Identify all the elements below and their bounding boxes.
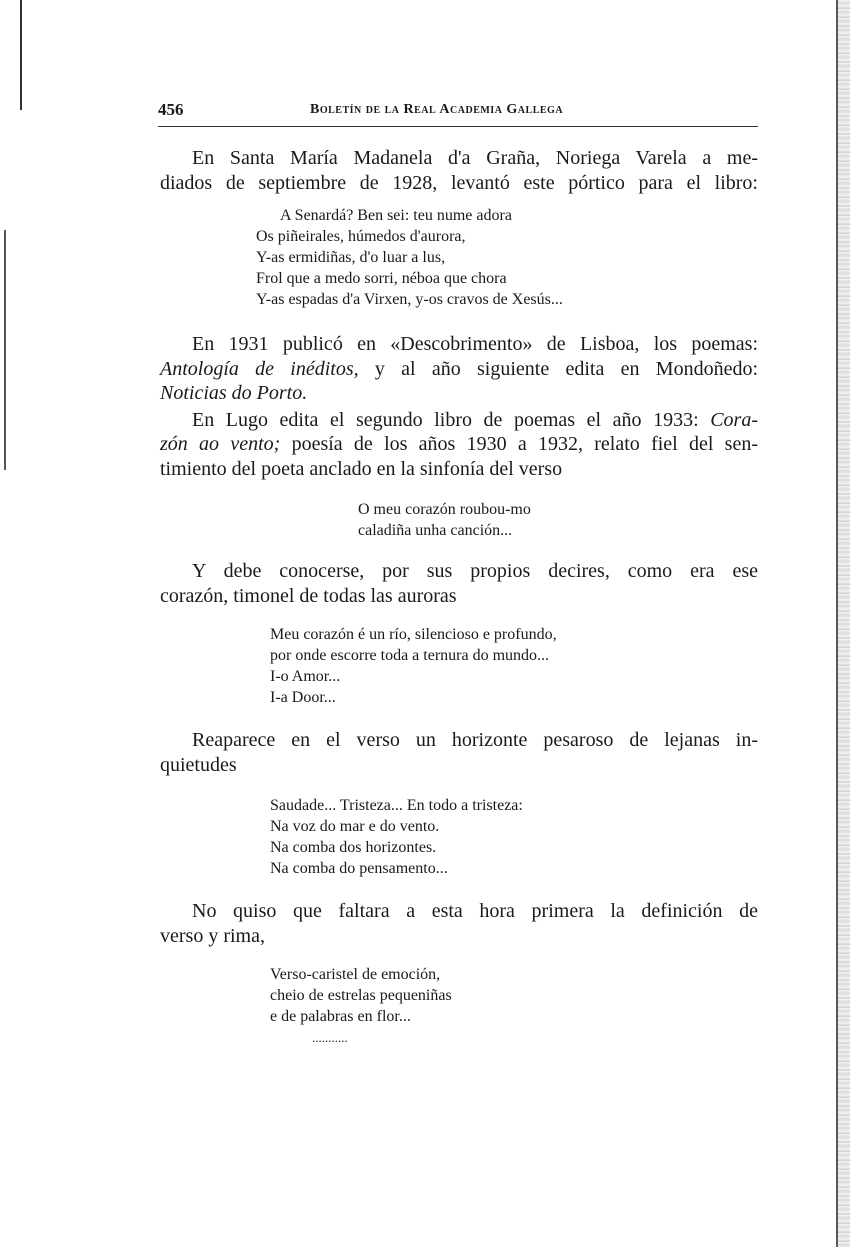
paragraph-line [160, 357, 758, 382]
verse-line: Na comba dos horizontes. [270, 839, 437, 856]
scan-artifact-line [836, 0, 838, 1247]
verse-line: por onde escorre toda a ternura do mundo... [270, 647, 550, 664]
verse-line: Na voz do mar e do vento. [270, 818, 440, 835]
running-head: Boletín de la Real Academia Gallega [310, 102, 564, 117]
paragraph-5 [160, 728, 758, 777]
verse-line: I-a Door... [270, 689, 336, 706]
verse-line: Y-as espadas d'a Virxen, y-os cravos de Xesús... [256, 291, 563, 308]
verse-line: Frol que a medo sorri, néboa que chora [256, 270, 507, 287]
paragraph-line: diados de septiembre de 1928, levantó este pórtico para el libro: [160, 171, 758, 194]
paragraph-1 [160, 146, 758, 195]
paragraph-line: quietudes [160, 753, 237, 776]
scan-artifact-line [4, 230, 6, 470]
paragraph-line [160, 408, 758, 433]
verse-line: O meu corazón roubou-mo [358, 501, 531, 518]
verse-line: Verso-caristel de emoción, [270, 966, 441, 983]
paragraph-line: No quiso que faltara a esta hora primera la definición de [192, 900, 758, 922]
book-title: zón ao vento; [160, 433, 281, 455]
verse-line: Y-as ermidiñas, d'o luar a lus, [256, 249, 446, 266]
paragraph-text: En Lugo edita el segundo libro de poemas el año 1933: [192, 408, 711, 431]
paragraph-line [160, 381, 758, 406]
page-number: 456 [158, 100, 184, 119]
verse-line: Meu corazón é un río, silencioso e profundo, [270, 626, 557, 643]
verse-line: caladiña unha canción... [358, 522, 513, 539]
verse-block-3 [160, 624, 758, 708]
book-title: Antología de inéditos, [160, 357, 359, 380]
paragraph-6 [160, 899, 758, 948]
verse-block-4 [160, 795, 758, 879]
verse-line: Na comba do pensamento... [270, 860, 448, 877]
paragraph-line: En 1931 publicó en «Descobrimento» de Lisboa, los poemas: [192, 333, 758, 355]
paragraph-text: poesía de los años 1930 a 1932, relato fiel del sen- [280, 433, 758, 455]
paragraph-line: timiento del poeta anclado en la sinfonía del verso [160, 457, 563, 480]
verse-ellipsis: ........... [312, 1030, 348, 1045]
verse-line: e de palabras en flor... [270, 1008, 411, 1025]
page-header [158, 100, 758, 127]
verse-line: I-o Amor... [270, 668, 341, 685]
verse-block-2 [160, 499, 758, 541]
book-title: Noticias do Porto. [160, 382, 308, 404]
paragraph-line: En Santa María Madanela d'a Graña, Noriega Varela a me- [192, 147, 758, 169]
verse-line: Saudade... Tristeza... En todo a tristeza: [270, 797, 523, 814]
paragraph-line: verso y rima, [160, 924, 265, 947]
paragraph-4 [160, 559, 758, 608]
verse-line: Os piñeirales, húmedos d'aurora, [256, 228, 466, 245]
book-title: Cora- [710, 408, 758, 431]
verse-block-1 [160, 205, 758, 310]
paragraph-text: y al año siguiente edita en Mondoñedo: [358, 357, 759, 380]
paragraph-line: Reaparece en el verso un horizonte pesaroso de lejanas in- [192, 729, 758, 751]
paragraph-2 [160, 332, 758, 406]
page-body [160, 146, 758, 1048]
paragraph-line: corazón, timonel de todas las auroras [160, 584, 457, 607]
paragraph-line: Y debe conocerse, por sus propios decires, como era ese [192, 560, 758, 582]
scan-left-edge [0, 0, 22, 1247]
paragraph-line [160, 432, 758, 457]
scan-artifact-line [20, 0, 22, 110]
paragraph-3 [160, 408, 758, 482]
verse-block-5 [160, 964, 758, 1048]
scan-right-edge [836, 0, 850, 1247]
verse-line: A Senardá? Ben sei: teu nume adora [280, 207, 512, 224]
verse-line: cheio de estrelas pequeniñas [270, 987, 452, 1004]
